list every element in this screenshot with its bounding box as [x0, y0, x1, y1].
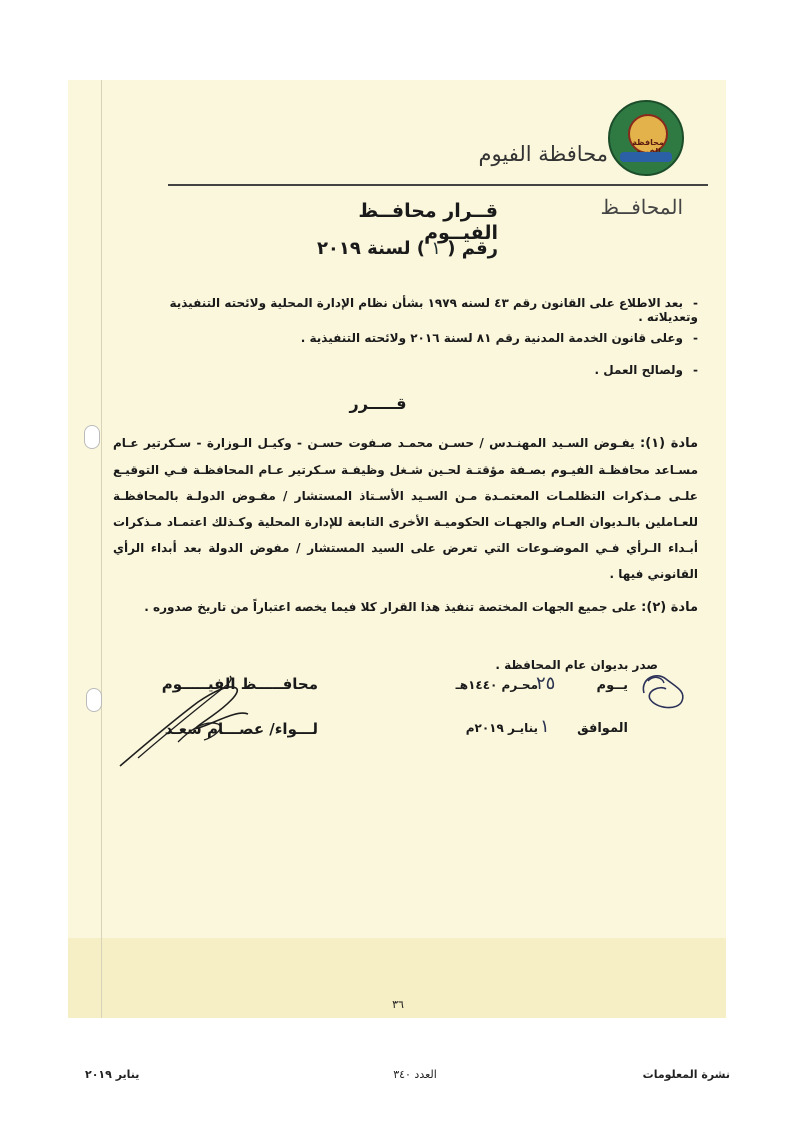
preamble-item: -بعد الاطلاع على القانون رقم ٤٣ لسنه ١٩٧٩ بشأن نظام الإدارة المحلية ولائحته التنفيذية وتعديلاته . — [169, 296, 698, 324]
day-label: يــوم — [596, 678, 628, 693]
gregorian-date: ينايـر ٢٠١٩م — [465, 721, 538, 735]
initials-signature-icon — [636, 665, 692, 715]
footer-issue: العدد ٣٤٠ — [393, 1068, 437, 1081]
issued-at: صدر بديوان عام المحافظة . — [495, 658, 658, 672]
governorate-seal-icon — [608, 100, 684, 176]
greg-day-value: ١ — [540, 716, 550, 737]
article-label: مادة (١): — [640, 436, 699, 451]
governorate-name: محافظة الفيوم — [478, 142, 608, 166]
office-title: المحافــظ — [600, 195, 683, 219]
decree-number-value: ١ — [431, 238, 441, 259]
corresponding-label: الموافق — [577, 721, 628, 736]
fold-line — [101, 80, 102, 1018]
decided-heading: قـــــرر — [349, 394, 407, 413]
hijri-date: محـرم ١٤٤٠هـ — [455, 678, 538, 692]
article-2: مادة (٢): على جميع الجهات المختصة تنفيذ هذا القرار كلا فيما يخصه اعتباراً من تاريخ صدوره . — [144, 600, 698, 615]
footer-publication: نشرة المعلومات — [642, 1068, 730, 1081]
article-1: مادة (١): يفـوض السـيد المهنـدس / حسـن محمـد صـفوت حسـن - وكيـل الـوزارة - سـكرتير عـام مسـاعد محافظـة الفيـوم بصـفة مؤقتـة لحـين شـغل وظيفـة سـكرتير عـام المحافظـة فـي التوقيـع علـى مـذكرات التظلمـات المعتمـدة مـن السـيد الأسـتاذ المستشار / مفـوض الدولـة بالمحافظـة للعـاملين بالـديوان العـام والجهـات الحكوميـة الأخرى التابعة للإدارة المحلية وكـذلك اعتمـاد مـذكرات أبـداء الـرأي فـي الموضـوعات التي تعرض على السيد المستشار / مفوض الدولة بعد أبداء الرأي القانوني فيها . — [113, 436, 699, 581]
article-label: مادة (٢): — [641, 600, 698, 615]
signatory-title: محافـــــظ الفيـــــوم — [161, 675, 318, 693]
preamble-item: -وعلى قانون الخدمة المدنية رقم ٨١ لسنة ٢٠١٦ ولائحته التنفيذية . — [300, 331, 698, 345]
handwritten-signature-icon — [108, 662, 278, 772]
page-number: ٣٦ — [392, 998, 404, 1011]
header-divider — [168, 184, 708, 186]
footer-month: يناير ٢٠١٩ — [85, 1068, 140, 1081]
preamble-item: -ولصالح العمل . — [594, 363, 698, 377]
seal-text: محافظة — [632, 138, 664, 147]
decree-title: قــرار محافــظ الفيــوم — [358, 200, 498, 244]
punch-hole — [84, 425, 100, 449]
signatory-name: لـــواء/ عصـــام سعـد — [164, 720, 318, 738]
scanned-document-page — [68, 80, 726, 1018]
decree-number: رقم ( ١ ) لسنة ٢٠١٩ — [316, 238, 498, 259]
punch-hole — [86, 688, 102, 712]
day-value: ٢٥ — [536, 673, 556, 694]
